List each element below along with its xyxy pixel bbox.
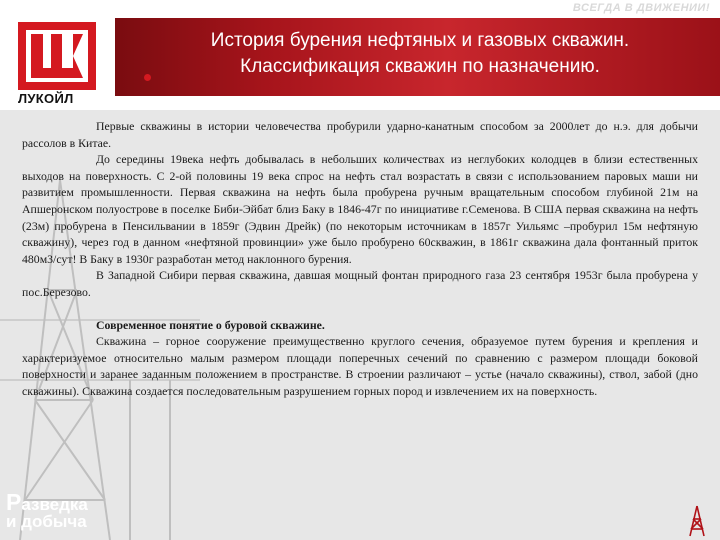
concept-heading: Современное понятие о буровой скважине. [96, 317, 325, 332]
title-line-1: История бурения нефтяных и газовых скважин. [210, 30, 630, 51]
well-definition: Скважина – горное сооружение преимущественно круглого сечения, образуемое путем бурения и крепления и характеризуемое относительно малым размером площади поперечных сечений по сравнению с размером площади боковой поверхности и заранее заданным положением в пространстве. В строении различают – устье (начало скважины), ствол, забой (дно скважины). Скважина создается последовательным разрушением горных пород и извлечением их на поверхность. [22, 334, 698, 398]
derrick-icon [688, 505, 706, 537]
paragraph-19th-century: До середины 19века нефть добывалась в небольших количествах из неглубоких колодцев в близи естественных выходов на поверхность. С 2-ой половины 19 века спрос на нефть стал возрастать в связи с использованием паровых маши ни развитием промышленности. Первая скважина на нефть была пробурена ручным вращательным способом глубиной 21м на Апшеронском полуострове в поселке Биби-Эйбат близ Баку в 1846-47г по инициативе г.Семенова. В США первая скважина на нефть (23м) пробурена в Пенсильвании в 1859г (Эдвин Дрейк) (по некоторым источникам в 1857г Уильямс –пробурил 15м нефтяную скважину), через год в данном «нефтяной провинции» уже было пробурено 60скважин, в 1861г скважина дала фонтанный приток 480м3/сут! В Баку в 1930г разработан метод наклонного бурения. [22, 152, 698, 266]
paragraph-west-siberia: В Западной Сибири первая скважина, давшая мощный фонтан природного газа 23 сентября 1953г была пробурена у пос.Березово. [22, 268, 698, 299]
division-brand [6, 489, 88, 531]
brand-line-2: и добыча [6, 512, 87, 531]
slogan: ВСЕГДА В ДВИЖЕНИИ! [572, 2, 710, 14]
title-line-2: Классификация скважин по назначению. [240, 56, 600, 77]
brand-initial: Р [6, 489, 22, 515]
brand-line-1: азведка [21, 495, 88, 514]
slide-header [0, 0, 720, 110]
paragraph-ancient-drilling: Первые скважины в истории человечества пробурили ударно-канатным способом за 2000лет до н.э. для добычи рассолов в Китае. [22, 119, 698, 150]
bullet-dot-icon [144, 74, 151, 81]
lukoil-logo-icon [18, 22, 96, 90]
slide-title [140, 28, 700, 80]
slide-body [22, 118, 698, 400]
logo-wordmark: ЛУКОЙЛ [18, 91, 74, 106]
